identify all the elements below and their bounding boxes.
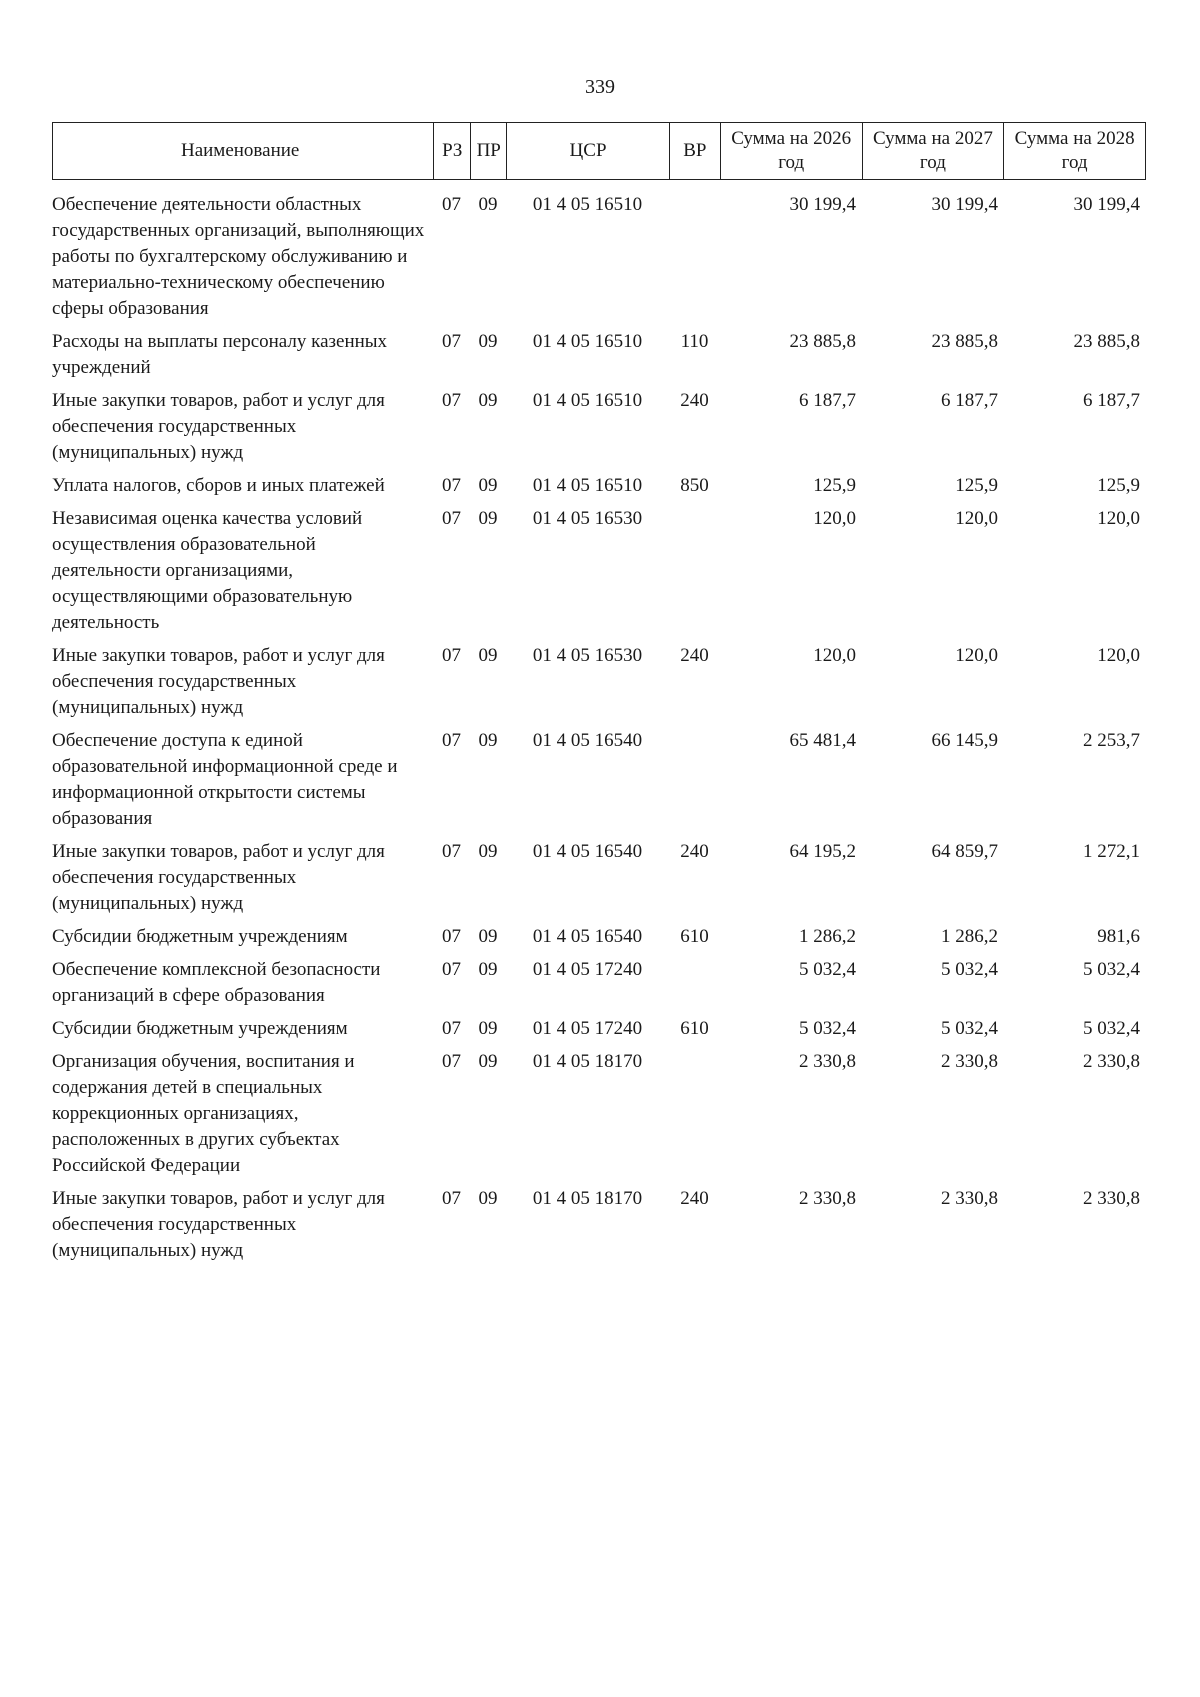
row-csr: 01 4 05 16510 [532, 475, 643, 496]
row-rz: 07 [442, 645, 461, 666]
row-sum-2027: 120,0 [955, 508, 998, 529]
row-vr: 240 [680, 645, 709, 666]
row-rz: 07 [442, 475, 461, 496]
row-name: Обеспечение комплексной безопасности организаций в сфере образования [52, 959, 381, 1006]
table-row [52, 329, 1146, 381]
header-pr: ПР [470, 123, 506, 179]
row-sum-2026: 65 481,4 [789, 730, 856, 751]
row-pr: 09 [478, 959, 498, 980]
row-csr: 01 4 05 18170 [532, 1051, 643, 1072]
row-csr: 01 4 05 18170 [532, 1188, 643, 1209]
row-sum-2027: 6 187,7 [941, 390, 998, 411]
row-vr [669, 1049, 720, 1179]
row-sum-2027: 30 199,4 [931, 194, 998, 215]
row-csr: 01 4 05 16510 [532, 331, 643, 352]
row-rz: 07 [442, 390, 461, 411]
row-name: Организация обучения, воспитания и содержания детей в специальных коррекционных организациях, расположенных в других субъектах Российской Федерации [52, 1051, 355, 1176]
row-vr: 610 [680, 1018, 709, 1039]
row-sum-2026: 30 199,4 [789, 194, 856, 215]
table-row [52, 643, 1146, 721]
table-row [52, 388, 1146, 466]
row-sum-2028: 2 330,8 [1083, 1188, 1140, 1209]
row-sum-2028: 2 253,7 [1083, 730, 1140, 751]
table-row [52, 957, 1146, 1009]
row-rz: 07 [442, 1051, 461, 1072]
row-vr: 850 [680, 475, 709, 496]
row-pr: 09 [478, 508, 498, 529]
row-sum-2026: 23 885,8 [789, 331, 856, 352]
row-sum-2027: 5 032,4 [941, 959, 998, 980]
row-sum-2027: 66 145,9 [931, 730, 998, 751]
table-row [52, 473, 1146, 499]
row-vr [669, 506, 720, 636]
table-row [52, 924, 1146, 950]
row-sum-2028: 1 272,1 [1083, 841, 1140, 862]
row-name: Субсидии бюджетным учреждениям [52, 926, 348, 947]
row-pr: 09 [478, 1188, 498, 1209]
row-pr: 09 [478, 926, 498, 947]
row-pr: 09 [478, 730, 498, 751]
row-sum-2027: 23 885,8 [931, 331, 998, 352]
row-csr: 01 4 05 16530 [532, 508, 643, 529]
row-name: Расходы на выплаты персоналу казенных учреждений [52, 331, 388, 378]
row-vr [669, 728, 720, 832]
row-sum-2028: 125,9 [1097, 475, 1140, 496]
row-sum-2026: 2 330,8 [799, 1188, 856, 1209]
row-rz: 07 [442, 1188, 461, 1209]
row-pr: 09 [478, 1018, 498, 1039]
row-sum-2026: 125,9 [813, 475, 856, 496]
row-vr [669, 192, 720, 322]
row-sum-2026: 6 187,7 [799, 390, 856, 411]
row-sum-2027: 120,0 [955, 645, 998, 666]
row-csr: 01 4 05 16540 [532, 730, 643, 751]
row-name: Иные закупки товаров, работ и услуг для обеспечения государственных (муниципальных) нужд [52, 1188, 385, 1261]
row-rz: 07 [442, 194, 461, 215]
row-rz: 07 [442, 926, 461, 947]
budget-table [52, 122, 1146, 1271]
row-sum-2026: 2 330,8 [799, 1051, 856, 1072]
row-sum-2027: 2 330,8 [941, 1188, 998, 1209]
header-csr: ЦСР [506, 123, 669, 179]
row-sum-2028: 5 032,4 [1083, 959, 1140, 980]
row-csr: 01 4 05 16530 [532, 645, 643, 666]
row-pr: 09 [478, 390, 498, 411]
row-vr: 240 [680, 390, 709, 411]
row-vr: 610 [680, 926, 709, 947]
row-sum-2026: 1 286,2 [799, 926, 856, 947]
row-sum-2027: 64 859,7 [931, 841, 998, 862]
table-row [52, 1186, 1146, 1264]
table-row [52, 839, 1146, 917]
header-vr: ВР [669, 123, 720, 179]
table-row [52, 728, 1146, 832]
row-rz: 07 [442, 959, 461, 980]
table-body [52, 192, 1146, 1264]
row-vr: 240 [680, 1188, 709, 1209]
row-name: Обеспечение деятельности областных государственных организаций, выполняющих работы по бухгалтерскому обслуживанию и материально-техническому обеспечению сферы образования [52, 194, 425, 319]
row-pr: 09 [478, 194, 498, 215]
row-rz: 07 [442, 331, 461, 352]
row-vr: 110 [680, 331, 709, 352]
row-csr: 01 4 05 16540 [532, 926, 643, 947]
header-sum-2027: Сумма на 2027 год [862, 123, 1004, 179]
row-sum-2027: 5 032,4 [941, 1018, 998, 1039]
row-name: Иные закупки товаров, работ и услуг для обеспечения государственных (муниципальных) нужд [52, 390, 385, 463]
row-vr: 240 [680, 841, 709, 862]
row-sum-2026: 120,0 [813, 508, 856, 529]
row-pr: 09 [478, 331, 498, 352]
row-sum-2028: 2 330,8 [1083, 1051, 1140, 1072]
row-csr: 01 4 05 16540 [532, 841, 643, 862]
table-row [52, 1016, 1146, 1042]
row-sum-2028: 30 199,4 [1073, 194, 1140, 215]
row-name: Обеспечение доступа к единой образовательной информационной среде и информационной открытости системы образования [52, 730, 398, 829]
row-rz: 07 [442, 1018, 461, 1039]
header-name: Наименование [180, 140, 300, 161]
row-pr: 09 [478, 841, 498, 862]
row-name: Иные закупки товаров, работ и услуг для обеспечения государственных (муниципальных) нужд [52, 645, 385, 718]
row-rz: 07 [442, 730, 461, 751]
row-sum-2028: 23 885,8 [1073, 331, 1140, 352]
header-sum-2028: Сумма на 2028 год [1003, 123, 1145, 179]
row-sum-2028: 6 187,7 [1083, 390, 1140, 411]
row-sum-2028: 5 032,4 [1083, 1018, 1140, 1039]
row-sum-2027: 2 330,8 [941, 1051, 998, 1072]
row-rz: 07 [442, 508, 461, 529]
row-csr: 01 4 05 16510 [532, 194, 643, 215]
row-name: Независимая оценка качества условий осуществления образовательной деятельности организациями, осуществляющими образовательную деятельность [52, 508, 363, 633]
row-sum-2027: 1 286,2 [941, 926, 998, 947]
row-name: Иные закупки товаров, работ и услуг для обеспечения государственных (муниципальных) нужд [52, 841, 385, 914]
row-csr: 01 4 05 17240 [532, 959, 643, 980]
row-vr [669, 957, 720, 1009]
table-row [52, 1049, 1146, 1179]
row-rz: 07 [442, 841, 461, 862]
header-rz: РЗ [433, 123, 470, 179]
page-number: 339 [585, 76, 615, 98]
row-pr: 09 [478, 1051, 498, 1072]
row-sum-2026: 5 032,4 [799, 1018, 856, 1039]
row-sum-2026: 120,0 [813, 645, 856, 666]
row-csr: 01 4 05 16510 [532, 390, 643, 411]
header-sum-2026: Сумма на 2026 год [720, 123, 862, 179]
row-name: Уплата налогов, сборов и иных платежей [52, 475, 385, 496]
row-csr: 01 4 05 17240 [532, 1018, 643, 1039]
row-sum-2028: 120,0 [1097, 645, 1140, 666]
table-header [52, 122, 1146, 180]
row-sum-2028: 981,6 [1097, 926, 1140, 947]
table-row [52, 506, 1146, 636]
row-pr: 09 [478, 645, 498, 666]
row-pr: 09 [478, 475, 498, 496]
row-sum-2028: 120,0 [1097, 508, 1140, 529]
table-row [52, 192, 1146, 322]
row-sum-2026: 5 032,4 [799, 959, 856, 980]
row-sum-2027: 125,9 [955, 475, 998, 496]
row-sum-2026: 64 195,2 [789, 841, 856, 862]
row-name: Субсидии бюджетным учреждениям [52, 1018, 348, 1039]
